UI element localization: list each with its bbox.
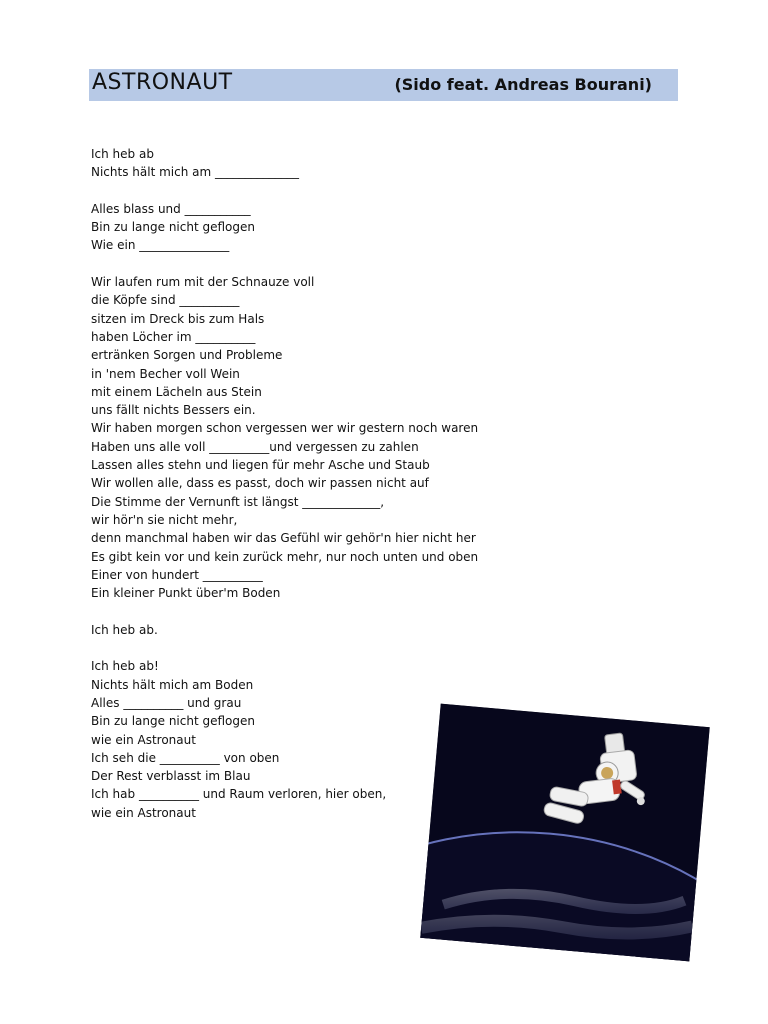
astronaut-photo [420, 704, 709, 962]
stanza [91, 273, 531, 602]
lyric-line: wie ein Astronaut [91, 732, 196, 747]
lyric-line: Bin zu lange nicht geflogen [91, 714, 255, 729]
lyric-line: Nichts hält mich am Boden [91, 677, 254, 692]
lyric-line: wie ein Astronaut [91, 805, 196, 820]
lyric-line: Ich heb ab! [91, 659, 159, 674]
lyric-line: Wir wollen alle, dass es passt, doch wir passen nicht auf [91, 476, 429, 491]
lyric-line: Alles blass und ___________ [91, 201, 251, 216]
lyric-line: Es gibt kein vor und kein zurück mehr, nur noch unten und oben [91, 549, 479, 564]
lyric-line: Wie ein _______________ [91, 238, 230, 253]
lyric-line: Nichts hält mich am ______________ [91, 165, 299, 180]
stanza [91, 145, 531, 182]
lyric-line: die Köpfe sind __________ [91, 293, 240, 308]
lyric-line: Ich heb ab. [91, 622, 158, 637]
lyric-line: wir hör'n sie nicht mehr, [91, 512, 238, 527]
lyric-line: Wir haben morgen schon vergessen wer wir gestern noch waren [91, 421, 479, 436]
page-subtitle: (Sido feat. Andreas Bourani) [394, 75, 652, 94]
stanza [91, 621, 531, 639]
lyric-line: Ich seh die __________ von oben [91, 750, 280, 765]
lyric-line: ertränken Sorgen und Probleme [91, 348, 283, 363]
lyric-line: haben Löcher im __________ [91, 329, 256, 344]
lyric-line: uns fällt nichts Bessers ein. [91, 403, 256, 418]
lyric-line: Einer von hundert __________ [91, 567, 263, 582]
lyric-line: Wir laufen rum mit der Schnauze voll [91, 275, 315, 290]
lyric-line: Der Rest verblasst im Blau [91, 769, 251, 784]
lyric-line: Die Stimme der Vernunft ist längst _____________, [91, 494, 385, 509]
lyric-line: Ich heb ab [91, 147, 154, 161]
lyric-line: Ich hab __________ und Raum verloren, hier oben, [91, 787, 387, 802]
stanza [91, 200, 531, 255]
lyric-line: in 'nem Becher voll Wein [91, 366, 240, 381]
lyric-line: mit einem Lächeln aus Stein [91, 384, 262, 399]
title-bar [89, 69, 678, 101]
lyric-line: sitzen im Dreck bis zum Hals [91, 311, 265, 326]
lyric-line: Bin zu lange nicht geflogen [91, 220, 255, 235]
page-title: ASTRONAUT [92, 70, 233, 95]
lyric-line: Alles __________ und grau [91, 695, 242, 710]
lyric-line: Lassen alles stehn und liegen für mehr Asche und Staub [91, 458, 430, 473]
lyric-line: Haben uns alle voll __________und vergessen zu zahlen [91, 439, 419, 454]
lyric-line: denn manchmal haben wir das Gefühl wir gehör'n hier nicht her [91, 531, 476, 546]
astronaut-image [420, 704, 709, 962]
lyric-line: Ein kleiner Punkt über'm Boden [91, 586, 281, 601]
